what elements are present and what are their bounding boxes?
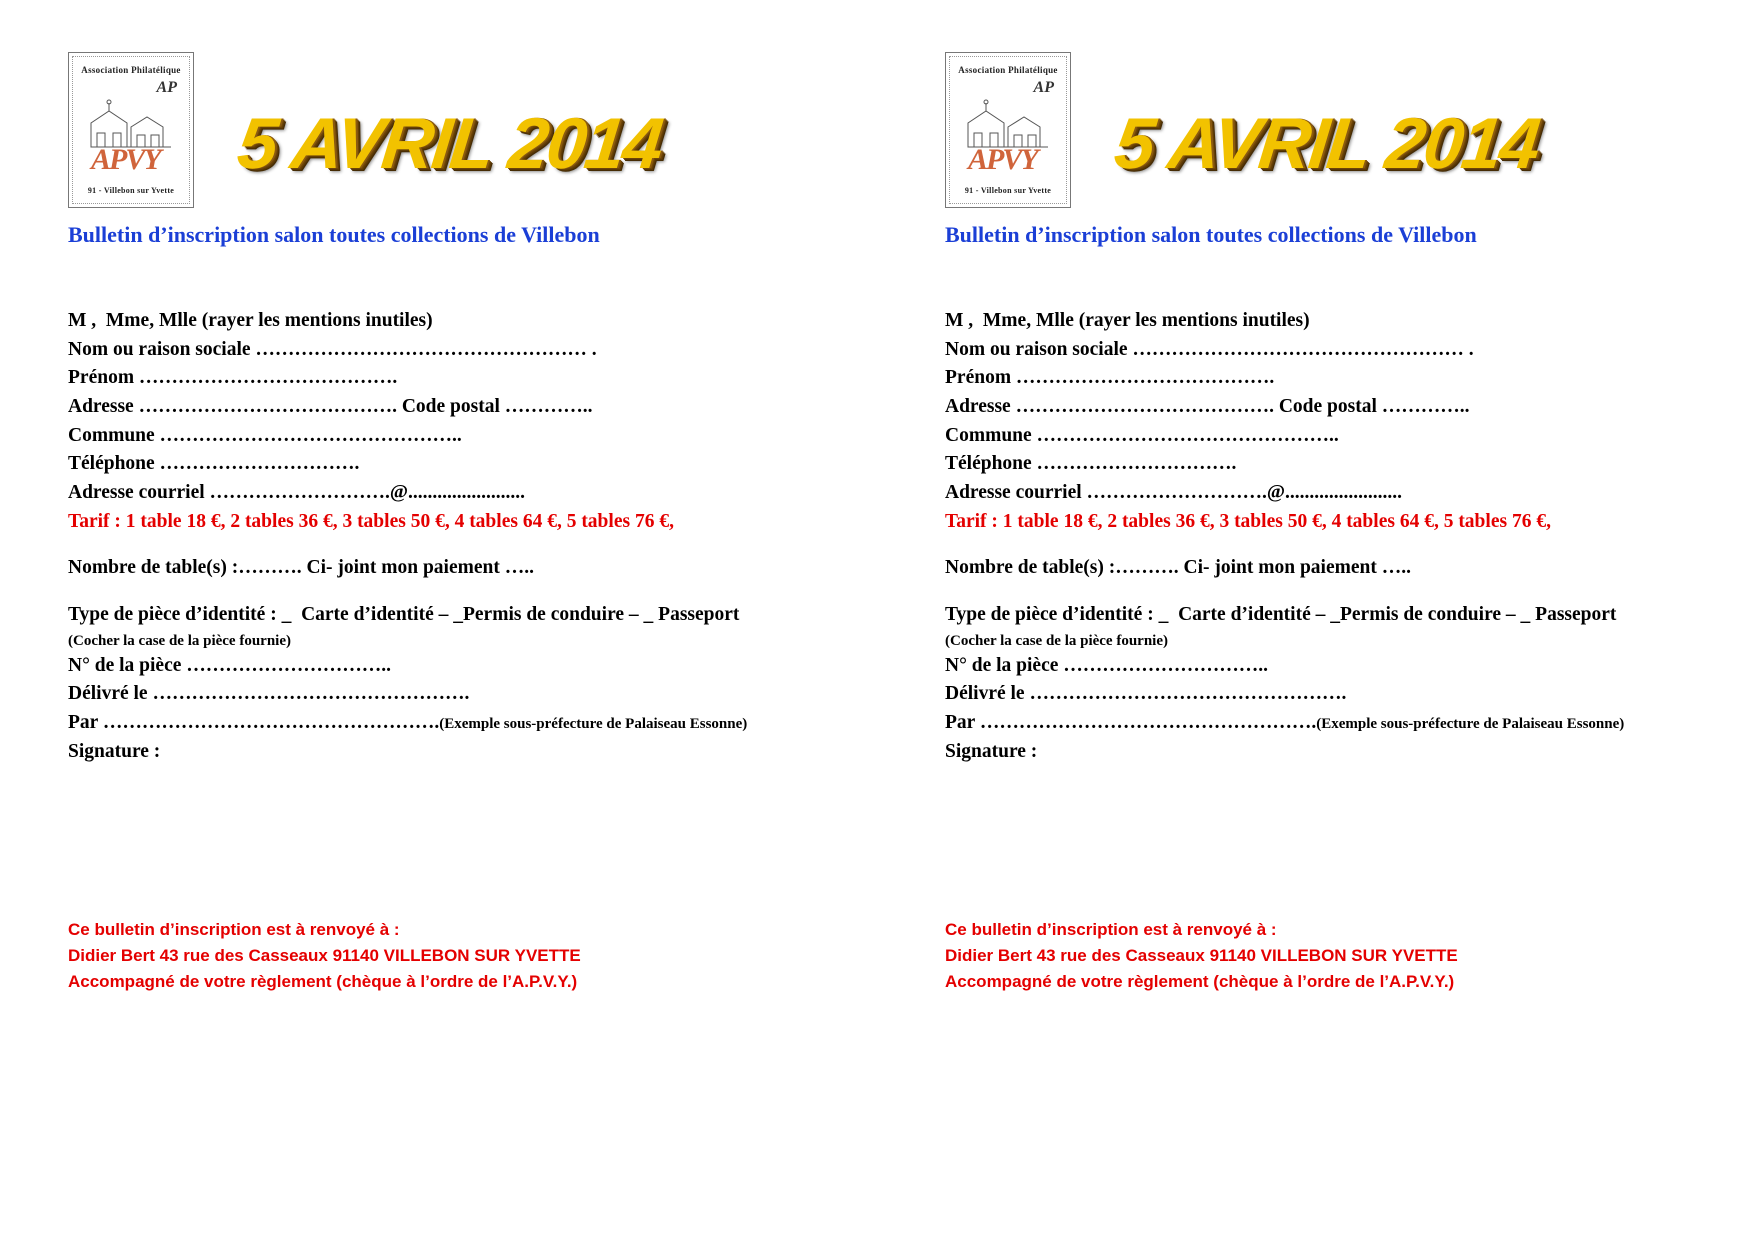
field-nom: Nom ou raison sociale …………………………………………… . bbox=[68, 338, 597, 360]
field-prenom: Prénom …………………………………. bbox=[68, 367, 398, 389]
field-delivre-le: Délivré le …………………………………………. bbox=[68, 683, 470, 705]
tarif-line: Tarif : 1 table 18 €, 2 tables 36 €, 3 tables 50 €, 4 tables 64 €, 5 tables 76 €, bbox=[68, 510, 674, 532]
page-title: Bulletin d’inscription salon toutes collections de Villebon bbox=[945, 222, 1477, 247]
field-numero-piece: N° de la pièce ………………………….. bbox=[945, 654, 1269, 676]
field-telephone: Téléphone …………………………. bbox=[68, 453, 360, 475]
spacer-2 bbox=[68, 583, 808, 601]
association-logo-icon bbox=[945, 52, 1071, 208]
spacer-1 bbox=[68, 536, 808, 554]
field-numero-piece: N° de la pièce ………………………….. bbox=[68, 654, 392, 676]
field-courriel: Adresse courriel ……………………….@........................ bbox=[68, 481, 526, 503]
logo-arc-top-text: Association Philatélique bbox=[81, 65, 181, 75]
field-civility: M , Mme, Mlle (rayer les mentions inutiles) bbox=[68, 310, 433, 331]
field-type-piece-identite: Type de pièce d’identité : _ Carte d’identité – _Permis de conduire – _ Passeport bbox=[945, 603, 1617, 625]
association-logo-icon bbox=[68, 52, 194, 208]
note-cocher-case: (Cocher la case de la pièce fournie) bbox=[945, 632, 1169, 649]
field-commune: Commune ……………………………………….. bbox=[68, 424, 462, 446]
field-telephone: Téléphone …………………………. bbox=[945, 453, 1237, 475]
field-par-label: Par ……………………………………………. bbox=[68, 711, 440, 733]
page-title: Bulletin d’inscription salon toutes collections de Villebon bbox=[68, 222, 600, 247]
tarif-line: Tarif : 1 table 18 €, 2 tables 36 €, 3 tables 50 €, 4 tables 64 €, 5 tables 76 €, bbox=[945, 510, 1551, 532]
footer-line-2: Didier Bert 43 rue des Casseaux 91140 VILLEBON SUR YVETTE bbox=[945, 945, 1458, 965]
field-par-example: (Exemple sous-préfecture de Palaiseau Essonne) bbox=[439, 715, 748, 732]
field-par-label: Par ……………………………………………. bbox=[945, 711, 1317, 733]
field-adresse: Adresse …………………………………. Code postal ………….. bbox=[68, 395, 593, 417]
logo-arc-top-text: Association Philatélique bbox=[958, 65, 1058, 75]
field-prenom: Prénom …………………………………. bbox=[945, 367, 1275, 389]
field-nombre-tables: Nombre de table(s) :………. Ci- joint mon paiement ….. bbox=[68, 557, 534, 579]
field-delivre-le: Délivré le …………………………………………. bbox=[945, 683, 1347, 705]
field-signature: Signature : bbox=[68, 740, 161, 762]
field-type-piece-identite: Type de pièce d’identité : _ Carte d’identité – _Permis de conduire – _ Passeport bbox=[68, 603, 740, 625]
field-civility: M , Mme, Mlle (rayer les mentions inutiles) bbox=[945, 310, 1310, 331]
header-right bbox=[945, 52, 1543, 208]
logo-monogram: AP bbox=[156, 79, 177, 96]
date-banner: 5 AVRIL 2014 bbox=[1110, 104, 1543, 184]
logo-arc-bottom-text: 91 - Villebon sur Yvette bbox=[87, 186, 175, 195]
form-copy-right bbox=[877, 0, 1754, 1240]
footer-line-3: Accompagné de votre règlement (chèque à l’ordre de l’A.P.V.Y.) bbox=[945, 971, 1455, 991]
field-nom: Nom ou raison sociale …………………………………………… . bbox=[945, 338, 1474, 360]
footer-line-2: Didier Bert 43 rue des Casseaux 91140 VILLEBON SUR YVETTE bbox=[68, 945, 581, 965]
field-signature: Signature : bbox=[945, 740, 1038, 762]
field-courriel: Adresse courriel ……………………….@........................ bbox=[945, 481, 1403, 503]
date-banner: 5 AVRIL 2014 bbox=[233, 104, 666, 184]
form-body-right bbox=[945, 307, 1685, 766]
footer-line-1: Ce bulletin d’inscription est à renvoyé à : bbox=[68, 920, 400, 939]
logo-monogram: AP bbox=[1033, 79, 1054, 96]
field-par bbox=[945, 709, 1685, 738]
field-nombre-tables: Nombre de table(s) :………. Ci- joint mon paiement ….. bbox=[945, 557, 1411, 579]
footer-left bbox=[68, 917, 828, 994]
field-commune: Commune ……………………………………….. bbox=[945, 424, 1339, 446]
footer-line-1: Ce bulletin d’inscription est à renvoyé à : bbox=[945, 920, 1277, 939]
logo-initials: APVY bbox=[91, 143, 160, 176]
form-body-left bbox=[68, 307, 808, 766]
logo-arc-bottom-text: 91 - Villebon sur Yvette bbox=[964, 186, 1052, 195]
logo-initials: APVY bbox=[968, 143, 1037, 176]
spacer-2 bbox=[945, 583, 1685, 601]
spacer-1 bbox=[945, 536, 1685, 554]
field-par bbox=[68, 709, 808, 738]
header-left bbox=[68, 52, 666, 208]
field-par-example: (Exemple sous-préfecture de Palaiseau Essonne) bbox=[1316, 715, 1625, 732]
footer-line-3: Accompagné de votre règlement (chèque à l’ordre de l’A.P.V.Y.) bbox=[68, 971, 578, 991]
field-adresse: Adresse …………………………………. Code postal ………….. bbox=[945, 395, 1470, 417]
note-cocher-case: (Cocher la case de la pièce fournie) bbox=[68, 632, 292, 649]
footer-right bbox=[945, 917, 1705, 994]
